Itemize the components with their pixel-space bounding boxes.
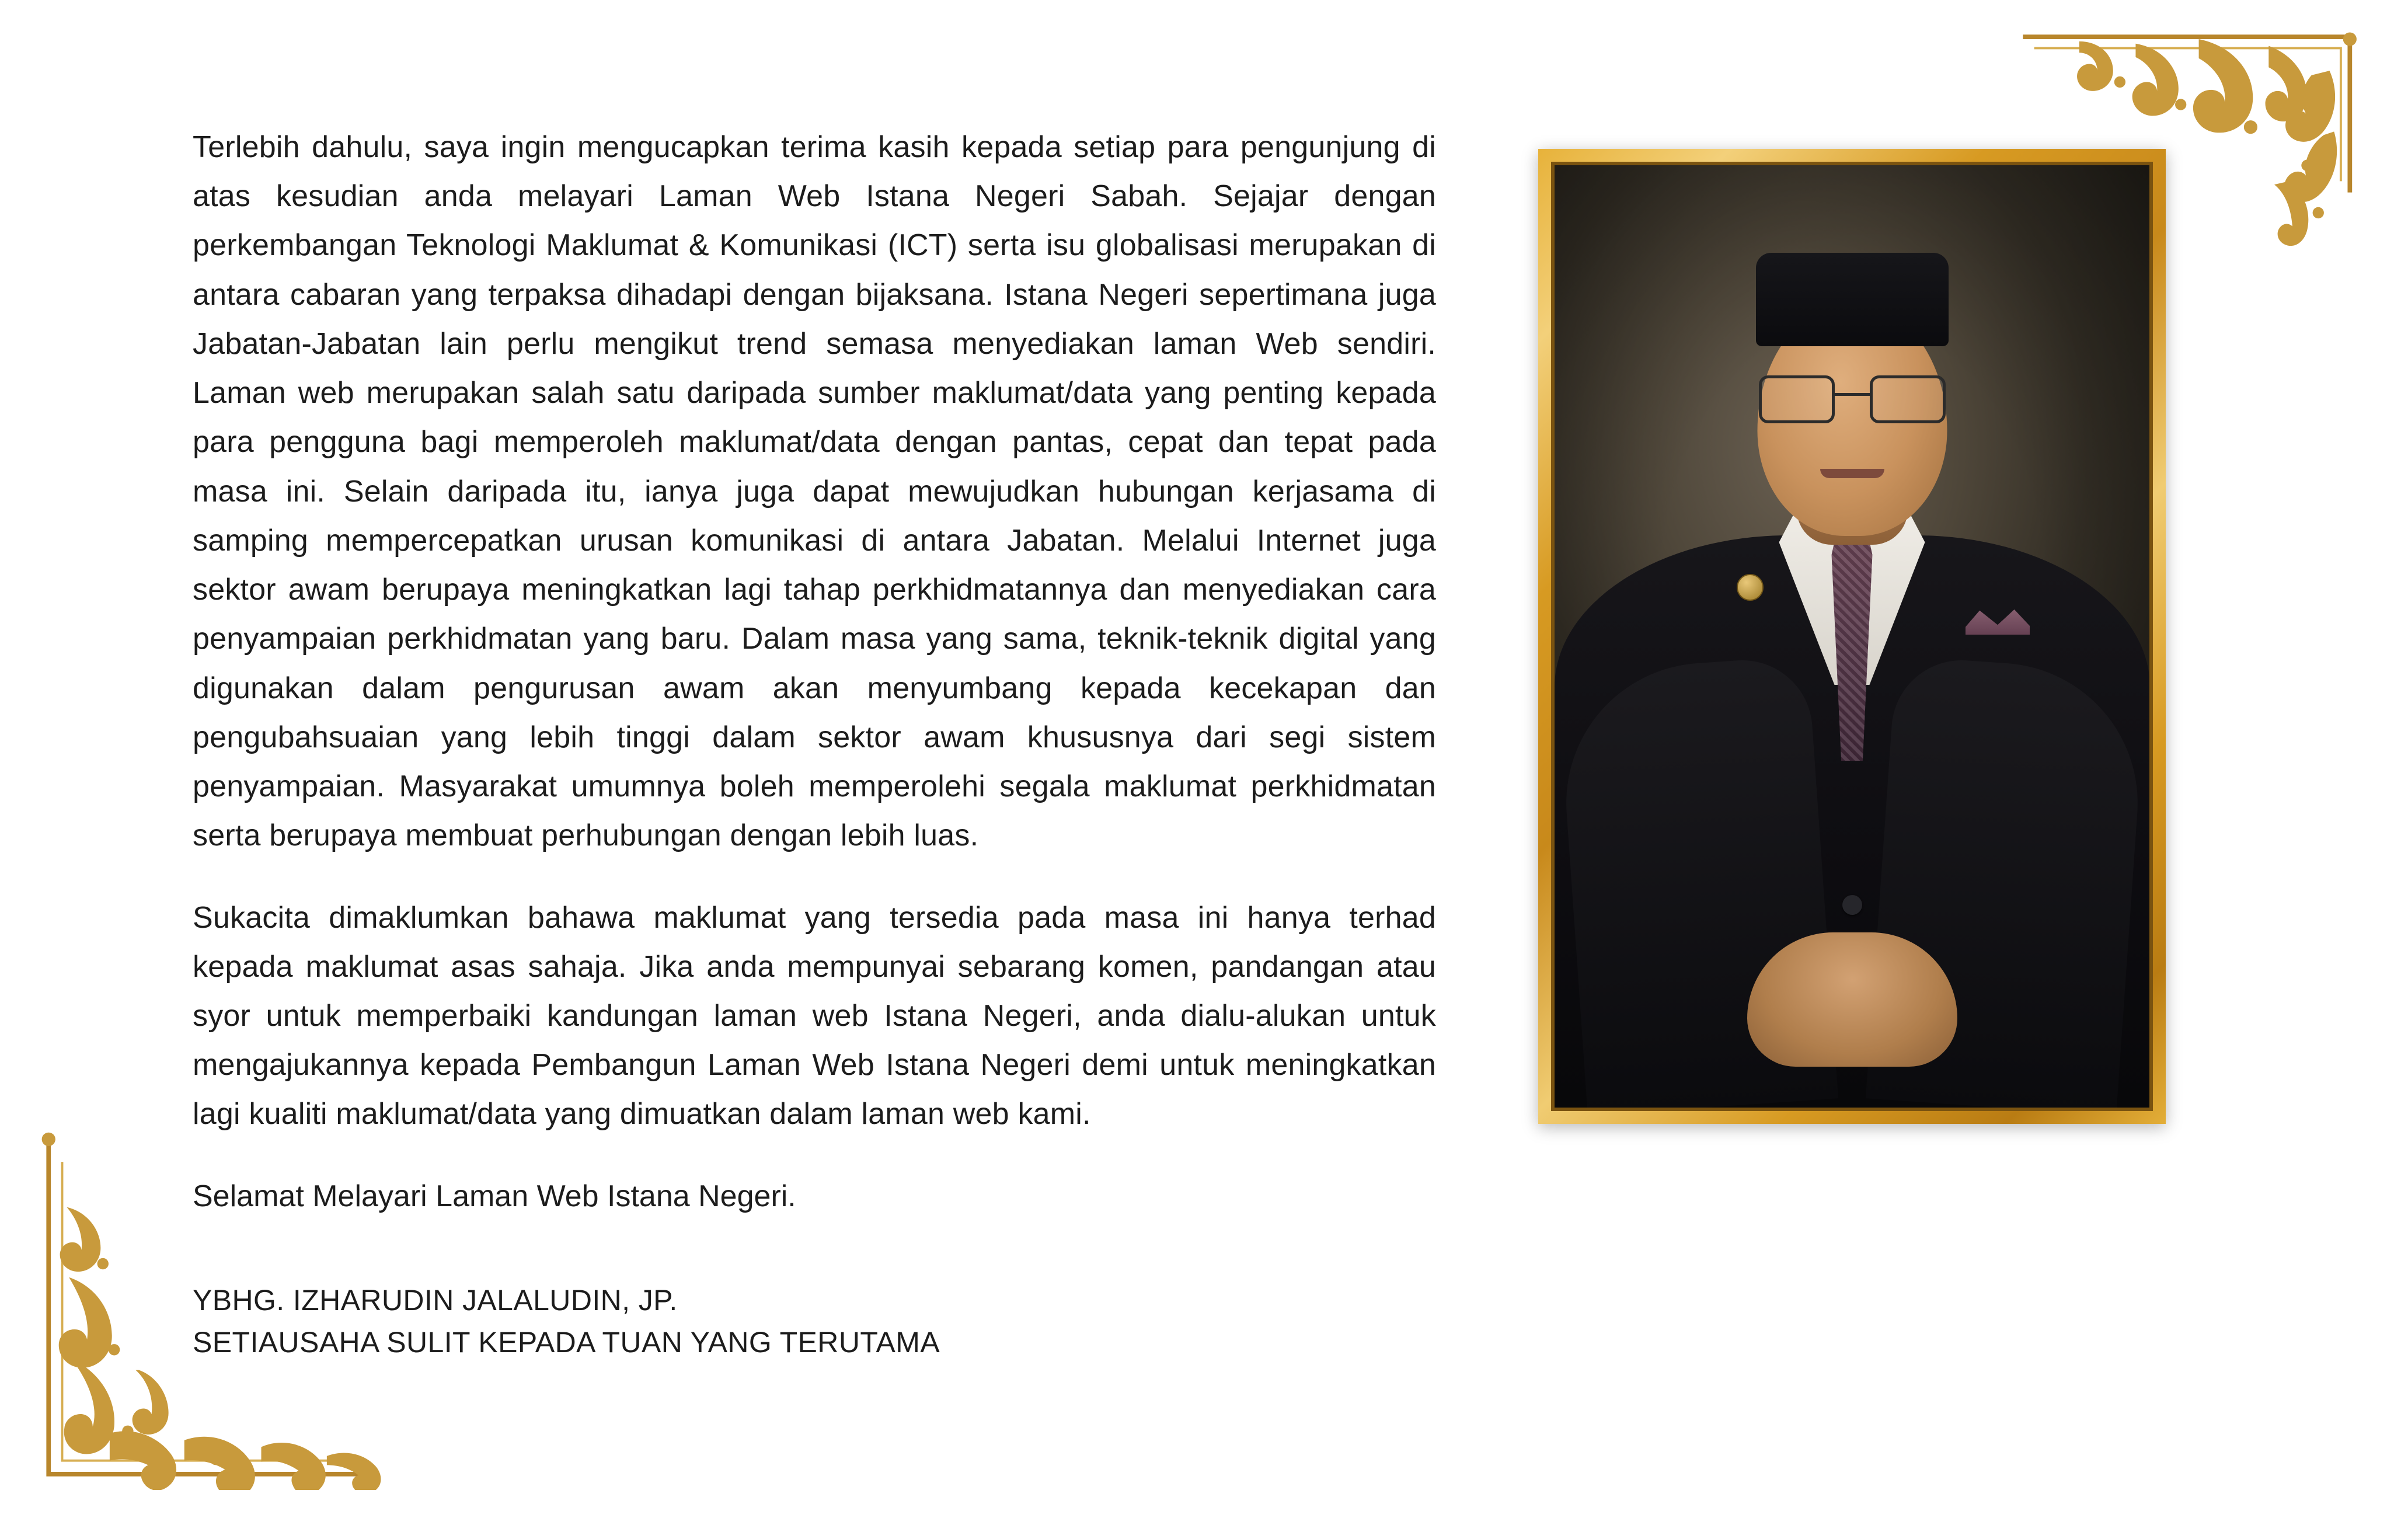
glasses-bridge xyxy=(1834,393,1870,396)
letter-body xyxy=(193,123,1436,1364)
signature-block xyxy=(193,1279,1436,1364)
jacket-button xyxy=(1842,895,1862,915)
signatory-name: YBHG. IZHARUDIN JALALUDIN, JP. xyxy=(193,1283,678,1317)
portrait-frame xyxy=(1538,149,2166,1124)
lens-left xyxy=(1759,375,1835,423)
clasped-hands xyxy=(1747,932,1957,1067)
closing-line: Selamat Melayari Laman Web Istana Negeri. xyxy=(193,1179,796,1213)
portrait-photo xyxy=(1551,162,2153,1111)
lens-right xyxy=(1870,375,1946,423)
paragraph-2: Sukacita dimaklumkan bahawa maklumat yang tersedia pada masa ini hanya terhad kepada maklumat asas sahaja. Jika anda mempunyai sebarang komen, pandangan atau syor untuk memperbaiki kandungan laman web Istana Negeri, anda dialu-alukan untuk mengajukannya kepada Pembangun Laman Web Istana Negeri demi untuk meningkatkan lagi kualiti maklumat/data yang dimuatkan dalam laman web kami. xyxy=(193,900,1436,1131)
mouth xyxy=(1820,469,1884,478)
eyeglasses xyxy=(1759,375,1946,424)
lapel-badge xyxy=(1737,574,1764,601)
signatory-title: SETIAUSAHA SULIT KEPADA TUAN YANG TERUTAMA xyxy=(193,1326,940,1359)
person-figure xyxy=(1555,165,2149,1108)
songkok-cap xyxy=(1756,253,1949,346)
paragraph-1: Terlebih dahulu, saya ingin mengucapkan terima kasih kepada setiap para pengunjung di atas kesudian anda melayari Laman Web Istana Negeri Sabah. Sejajar dengan perkembangan Teknologi Maklumat & Komunikasi (ICT) serta isu globalisasi merupakan di antara cabaran yang terpaksa dihadapi dengan bijaksana. Istana Negeri sepertimana juga Jabatan-Jabatan lain perlu mengikut trend semasa menyediakan laman Web sendiri. Laman web merupakan salah satu daripada sumber maklumat/data yang penting kepada para pengguna bagi memperoleh maklumat/data dengan pantas, cepat dan tepat pada masa ini. Selain daripada itu, ianya juga dapat mewujudkan hubungan kerjasama di samping mempercepatkan urusan komunikasi di antara Jabatan. Melalui Internet juga sektor awam berupaya meningkatkan lagi tahap perkhidmatannya dan menyediakan cara penyampaian perkhidmatan yang baru. Dalam masa yang sama, teknik-teknik digital yang digunakan dalam pengurusan awam akan menyumbang kepada kecekapan dan pengubahsuaian yang lebih tinggi dalam sektor awam khususnya dari segi sistem penyampaian. Masyarakat umumnya boleh memperolehi segala maklumat perkhidmatan serta berupaya membuat perhubungan dengan lebih luas. xyxy=(193,130,1436,853)
